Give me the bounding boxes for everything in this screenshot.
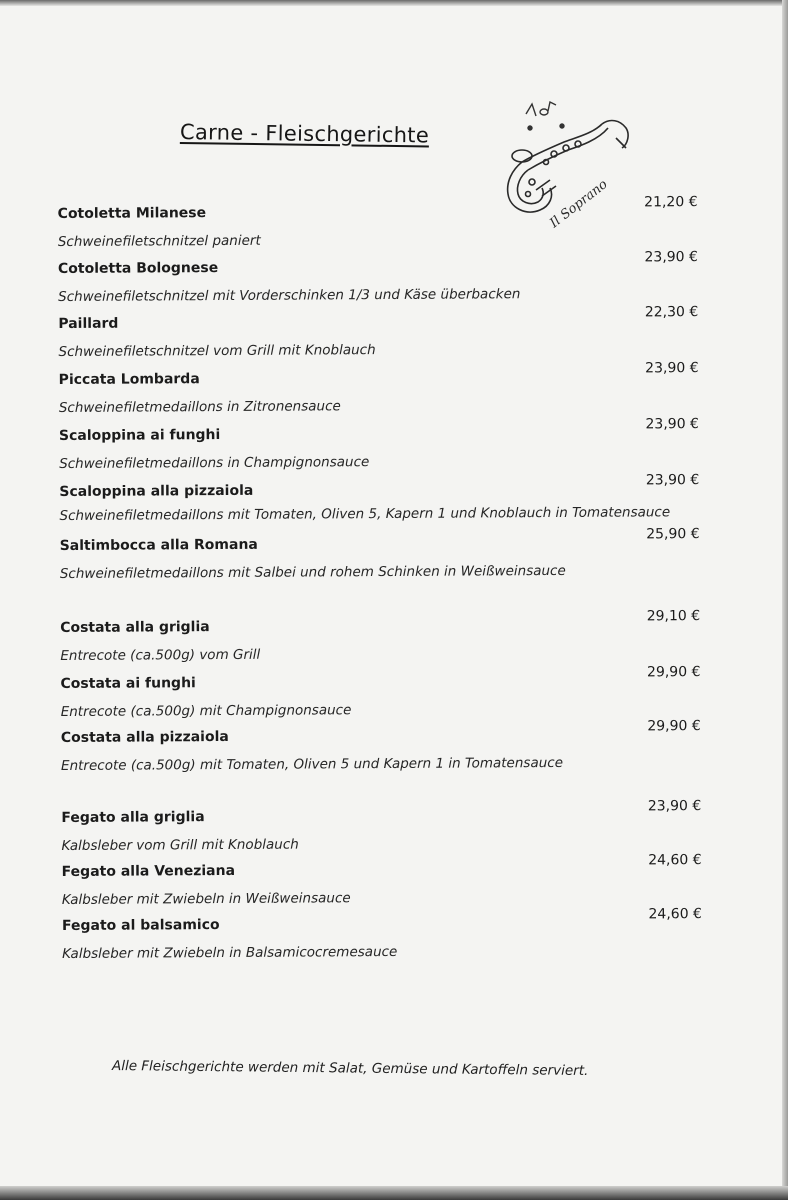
logo-text: Il Soprano (547, 177, 611, 232)
menu-item (58, 304, 699, 372)
dish-name: Piccata Lombarda (58, 371, 200, 389)
dish-name: Costata alla griglia (60, 619, 210, 636)
dish-description: Kalbsleber mit Zwiebeln in Balsamicocremesauce (62, 943, 398, 962)
dish-name: Fegato al balsamico (61, 917, 220, 934)
dish-name: Paillard (58, 315, 119, 333)
menu-item (61, 798, 702, 869)
page-right-edge (782, 0, 788, 1200)
dish-name: Cotoletta Milanese (57, 205, 207, 223)
dish-price: 29,10 € (646, 608, 701, 625)
dish-description: Schweinefiletschnitzel paniert (57, 232, 261, 251)
menu-item (58, 360, 699, 428)
menu-item (59, 526, 700, 594)
dish-price: 23,90 € (644, 249, 698, 266)
dish-price: 21,20 € (644, 194, 698, 211)
menu-item (61, 906, 702, 974)
menu-item (57, 194, 698, 262)
menu-item (60, 664, 701, 735)
dish-price: 23,90 € (645, 360, 699, 377)
page-bottom-edge (0, 1186, 788, 1200)
dish-description: Kalbsleber vom Grill mit Knoblauch (61, 836, 299, 854)
dish-price: 22,30 € (644, 304, 699, 321)
page-title: Carne - Fleischgerichte (179, 120, 430, 148)
dish-description: Schweinefiletschnitzel mit Vorderschinken 1/3 und Käse überbacken (58, 286, 521, 306)
dish-price: 23,90 € (645, 472, 700, 489)
dish-description: Schweinefiletmedaillons mit Salbei und rohem Schinken in Weißweinsauce (59, 562, 566, 583)
dish-name: Saltimbocca alla Romana (59, 536, 258, 555)
menu-item (60, 608, 701, 676)
menu-item (59, 472, 700, 543)
menu-item (61, 852, 702, 923)
dish-price: 24,60 € (648, 852, 702, 869)
dish-price: 25,90 € (646, 526, 700, 543)
menu-item (60, 718, 701, 786)
dish-price: 24,60 € (648, 906, 702, 923)
footer-note: Alle Fleischgerichte werden mit Salat, Gemüse und Kartoffeln serviert. (111, 1058, 589, 1079)
dish-description: Entrecote (ca.500g) mit Champignonsauce (60, 702, 352, 720)
dish-name: Scaloppina ai funghi (58, 427, 221, 445)
dish-description: Schweinefiletmedaillons in Zitronensauce (58, 398, 341, 417)
dish-name: Cotoletta Bolognese (57, 260, 219, 278)
dish-name: Fegato alla Veneziana (61, 862, 236, 880)
dish-description: Kalbsleber mit Zwiebeln in Weißweinsauce (61, 890, 351, 908)
dish-name: Fegato alla griglia (61, 809, 205, 826)
dish-description: Schweinefiletschnitzel vom Grill mit Knoblauch (58, 342, 376, 361)
menu-item (58, 416, 699, 484)
dish-description: Entrecote (ca.500g) mit Tomaten, Oliven 5 und Kapern 1 in Tomatensauce (60, 754, 564, 774)
dish-price: 23,90 € (645, 416, 699, 433)
dish-name: Costata ai funghi (60, 675, 196, 692)
dish-name: Scaloppina alla pizzaiola (59, 482, 254, 501)
dish-name: Costata alla pizzaiola (60, 728, 229, 746)
dish-description: Schweinefiletmedaillons in Champignonsauce (59, 454, 370, 473)
dish-description: Entrecote (ca.500g) vom Grill (60, 646, 261, 664)
menu-item (57, 249, 698, 317)
dish-price: 29,90 € (646, 664, 701, 681)
dish-price: 23,90 € (647, 798, 702, 815)
dish-description: Schweinefiletmedaillons mit Tomaten, Oliven 5, Kapern 1 und Knoblauch in Tomatensauce (59, 504, 671, 525)
dish-price: 29,90 € (647, 718, 701, 735)
